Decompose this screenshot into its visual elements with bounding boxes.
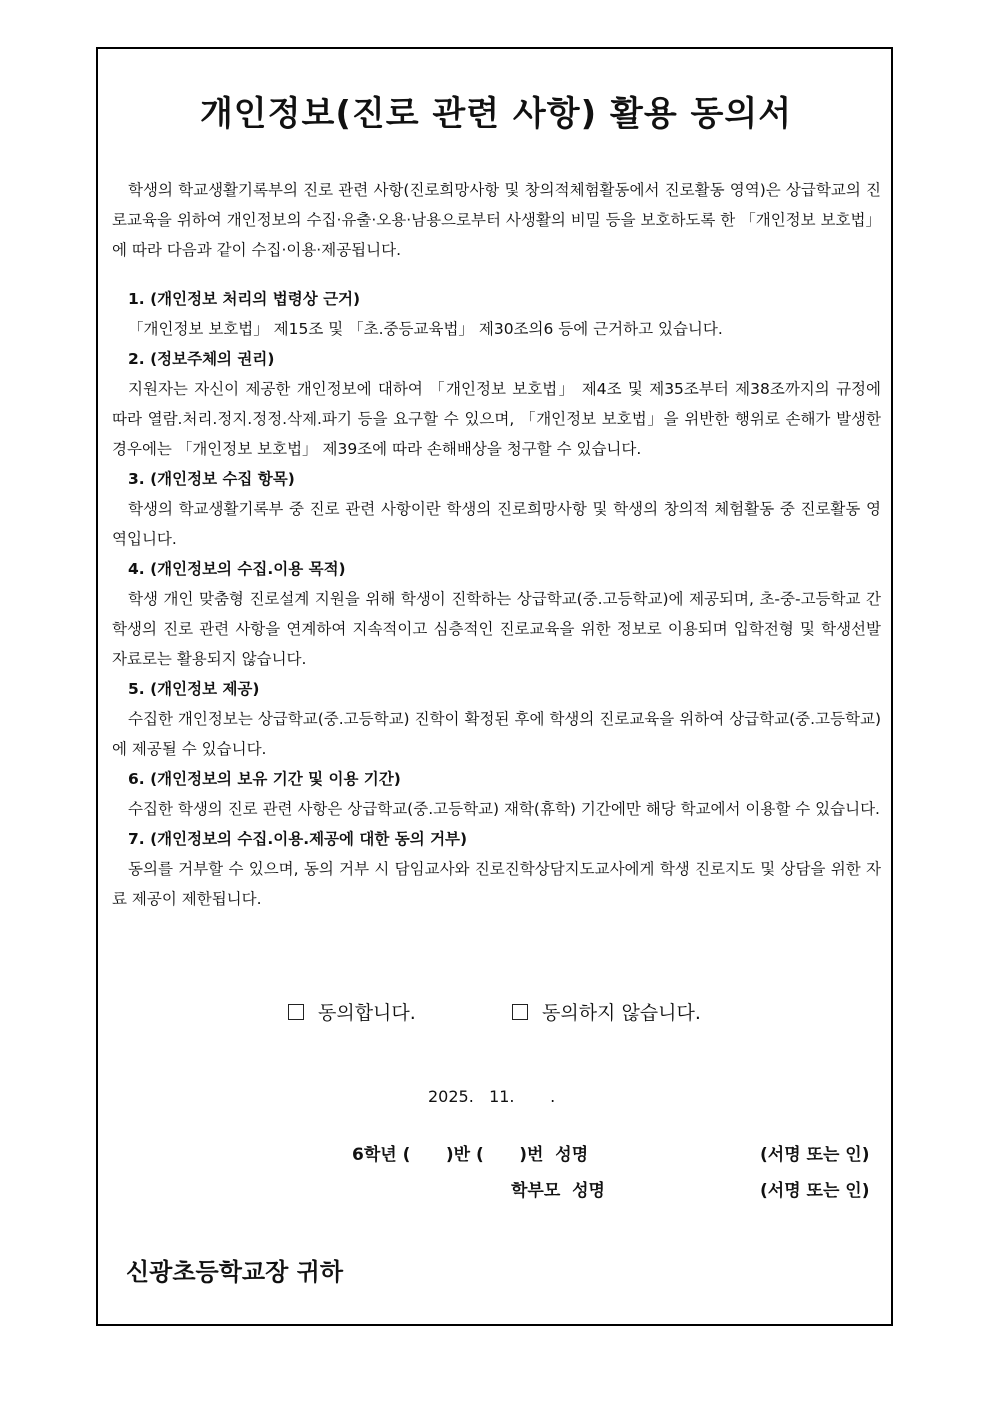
agree-checkbox[interactable] [288,1004,304,1020]
section-heading: 2. (정보주체의 권리) [128,350,275,368]
section-heading: 5. (개인정보 제공) [128,680,260,698]
disagree-option[interactable] [512,998,701,1025]
section-body: 수집한 개인정보는 상급학교(중.고등학교) 진학이 확정된 후에 학생의 진로교육을 위하여 상급학교(중.고등학교)에 제공될 수 있습니다. [112,710,881,758]
disagree-checkbox[interactable] [512,1004,528,1020]
section-6 [112,764,881,824]
sections-list [112,284,881,914]
section-body: 지원자는 자신이 제공한 개인정보에 대하여 「개인정보 보호법」 제4조 및 제35조부터 제38조까지의 규정에 따라 열람.처리.정지.정정.삭제.파기 등을 요구할 수 있으며, 「개인정보 보호법」을 위반한 행위로 손해가 발생한 경우에는 「개인정보 보호법」 제39조에 따라 손해배상을 청구할 수 있습니다. [112,380,881,458]
agree-label: 동의합니다. [318,1002,416,1024]
intro-paragraph: 학생의 학교생활기록부의 진로 관련 사항(진로희망사항 및 창의적체험활동에서 진로활동 영역)은 상급학교의 진로교육을 위하여 개인정보의 수집·유출·오용·남용으로부터 사생활의 비밀 등을 보호하도록 한 「개인정보 보호법」에 따라 다음과 같이 수집·이용·제공됩니다. [112,181,881,259]
section-7 [112,824,881,914]
addressee: 신광초등학교장 귀하 [126,1258,344,1286]
student-signature-line: 6학년 ( )반 ( )번 성명 [352,1145,589,1165]
section-3 [112,464,881,554]
student-signature-note: (서명 또는 인) [760,1145,870,1165]
date-line: 2025. 11. . [428,1087,556,1106]
agree-option[interactable] [288,998,416,1025]
section-body: 「개인정보 보호법」 제15조 및 「초.중등교육법」 제30조의6 등에 근거하고 있습니다. [128,320,723,338]
section-1 [112,284,881,344]
disagree-label: 동의하지 않습니다. [542,1002,701,1024]
section-body: 학생의 학교생활기록부 중 진로 관련 사항이란 학생의 진로희망사항 및 학생의 창의적 체험활동 중 진로활동 영역입니다. [112,500,881,548]
section-body: 동의를 거부할 수 있으며, 동의 거부 시 담임교사와 진로진학상담지도교사에게 학생 진로지도 및 상담을 위한 자료 제공이 제한됩니다. [112,860,881,908]
section-heading: 4. (개인정보의 수집.이용 목적) [128,560,346,578]
intro-section [112,175,881,265]
parent-signature-line: 학부모 성명 [511,1181,605,1201]
document-title: 개인정보(진로 관련 사항) 활용 동의서 [199,94,793,134]
parent-signature-note: (서명 또는 인) [760,1181,870,1201]
section-body: 수집한 학생의 진로 관련 사항은 상급학교(중.고등학교) 재학(휴학) 기간에만 해당 학교에서 이용할 수 있습니다. [128,800,880,818]
section-4 [112,554,881,674]
section-heading: 3. (개인정보 수집 항목) [128,470,295,488]
section-heading: 6. (개인정보의 보유 기간 및 이용 기간) [128,770,401,788]
section-body: 학생 개인 맞춤형 진로설계 지원을 위해 학생이 진학하는 상급학교(중.고등학교)에 제공되며, 초-중-고등학교 간 학생의 진로 관련 사항을 연계하여 지속적이고 심층적인 진로교육을 위한 정보로 이용되며 입학전형 및 학생선발 자료로는 활용되지 않습니다. [112,590,881,668]
section-5 [112,674,881,764]
section-2 [112,344,881,464]
section-heading: 7. (개인정보의 수집.이용.제공에 대한 동의 거부) [128,830,468,848]
section-heading: 1. (개인정보 처리의 법령상 근거) [128,290,361,308]
